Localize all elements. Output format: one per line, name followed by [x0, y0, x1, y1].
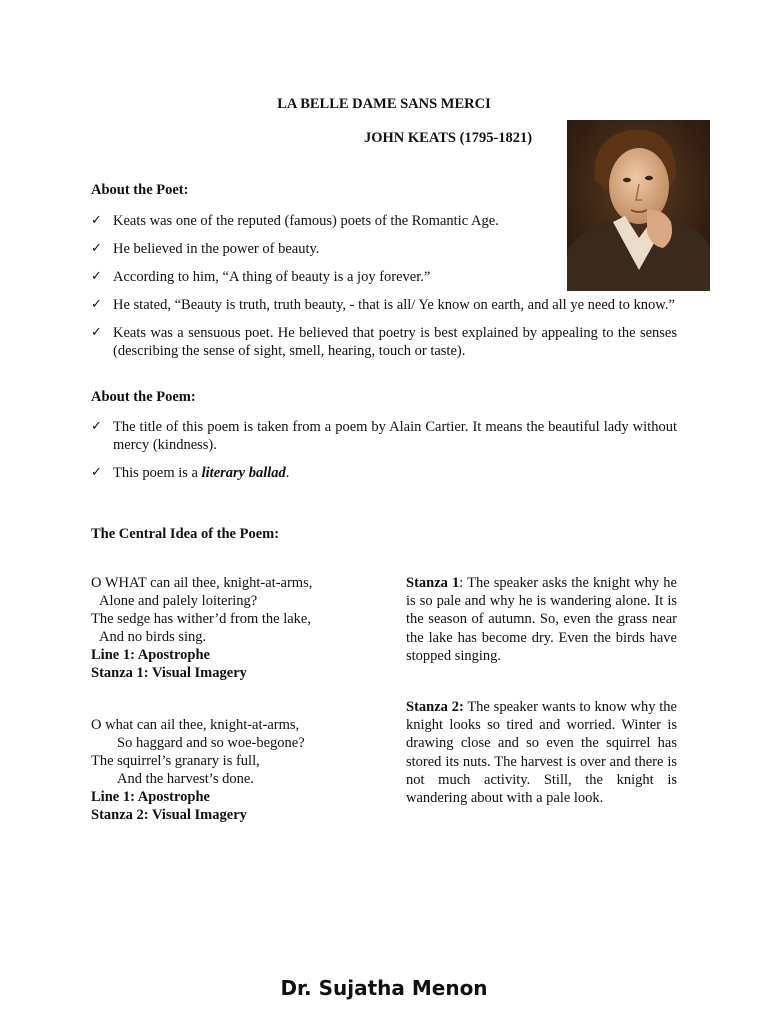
list-item — [91, 212, 573, 230]
bullet-text: Keats was a sensuous poet. He believed that poetry is best explained by appealing to the senses (describing the sense of sight, smell, hearing, touch or taste). — [113, 325, 677, 359]
bullet-text: He believed in the power of beauty. — [113, 241, 320, 257]
checkmark-icon: ✓ — [91, 241, 102, 256]
poem-line: The squirrel’s granary is full, — [91, 753, 260, 769]
checkmark-icon: ✓ — [91, 213, 102, 228]
list-item — [91, 418, 677, 454]
list-item — [91, 324, 677, 360]
list-item — [91, 464, 677, 482]
checkmark-icon: ✓ — [91, 297, 102, 312]
device-note: Stanza 1: Visual Imagery — [91, 665, 247, 681]
about-poem-heading: About the Poem: — [91, 389, 196, 405]
checkmark-icon: ✓ — [91, 465, 102, 480]
checkmark-icon: ✓ — [91, 269, 102, 284]
device-note: Line 1: Apostrophe — [91, 647, 210, 663]
poem-line: O WHAT can ail thee, knight-at-arms, — [91, 575, 313, 591]
poem-line: Alone and palely loitering? — [99, 593, 258, 609]
stanza-1-text — [91, 574, 391, 682]
stanza-1-explanation — [406, 574, 677, 665]
bullet-text-suffix: . — [285, 465, 290, 481]
about-poet-heading: About the Poet: — [91, 182, 189, 198]
poem-line: The sedge has wither’d from the lake, — [91, 611, 311, 627]
poem-line: And no birds sing. — [99, 629, 207, 645]
poem-line: So haggard and so woe-begone? — [117, 735, 305, 751]
literary-ballad-emphasis: literary ballad — [201, 465, 286, 481]
bullet-text: He stated, “Beauty is truth, truth beauty, - that is all/ Ye know on earth, and all ye need to know.” — [113, 297, 675, 313]
stanza-label: Stanza 1 — [406, 575, 460, 591]
list-item — [91, 240, 573, 258]
bullet-text: This poem is a — [113, 465, 202, 481]
author-line: JOHN KEATS (1795-1821) — [364, 130, 533, 146]
checkmark-icon: ✓ — [91, 419, 102, 434]
page-title: LA BELLE DAME SANS MERCI — [277, 96, 491, 112]
list-item — [91, 296, 677, 314]
checkmark-icon: ✓ — [91, 325, 102, 340]
stanza-2-text — [91, 716, 391, 824]
poem-line: O what can ail thee, knight-at-arms, — [91, 717, 300, 733]
poem-line: And the harvest’s done. — [117, 771, 254, 787]
stanza-2-explanation — [406, 698, 677, 807]
about-poem-list — [91, 418, 677, 492]
explanation-text: The speaker wants to know why the knight looks so tired and worried. Winter is drawing close and so even the squirrel has stored its nuts. The harvest is over and there is not much activity. Still, the knight is wandering about with a pale look. — [406, 699, 677, 807]
bullet-text: The title of this poem is taken from a poem by Alain Cartier. It means the beautiful lady without mercy (kindness). — [113, 419, 677, 453]
bullet-text: According to him, “A thing of beauty is a joy forever.” — [113, 269, 431, 285]
device-note: Line 1: Apostrophe — [91, 789, 210, 805]
bullet-text: Keats was one of the reputed (famous) poets of the Romantic Age. — [113, 213, 499, 229]
device-note: Stanza 2: Visual Imagery — [91, 807, 247, 823]
stanza-label: Stanza 2: — [406, 699, 464, 715]
list-item — [91, 268, 573, 286]
explanation-text: : The speaker asks the knight why he is so pale and why he is wandering alone. It is the season of autumn. So, even the grass near the lake has become dry. Even the birds have stopped singing. — [406, 575, 677, 664]
central-idea-heading: The Central Idea of the Poem: — [91, 526, 280, 542]
about-poet-list — [91, 212, 677, 370]
footer-author: Dr. Sujatha Menon — [280, 976, 488, 1000]
